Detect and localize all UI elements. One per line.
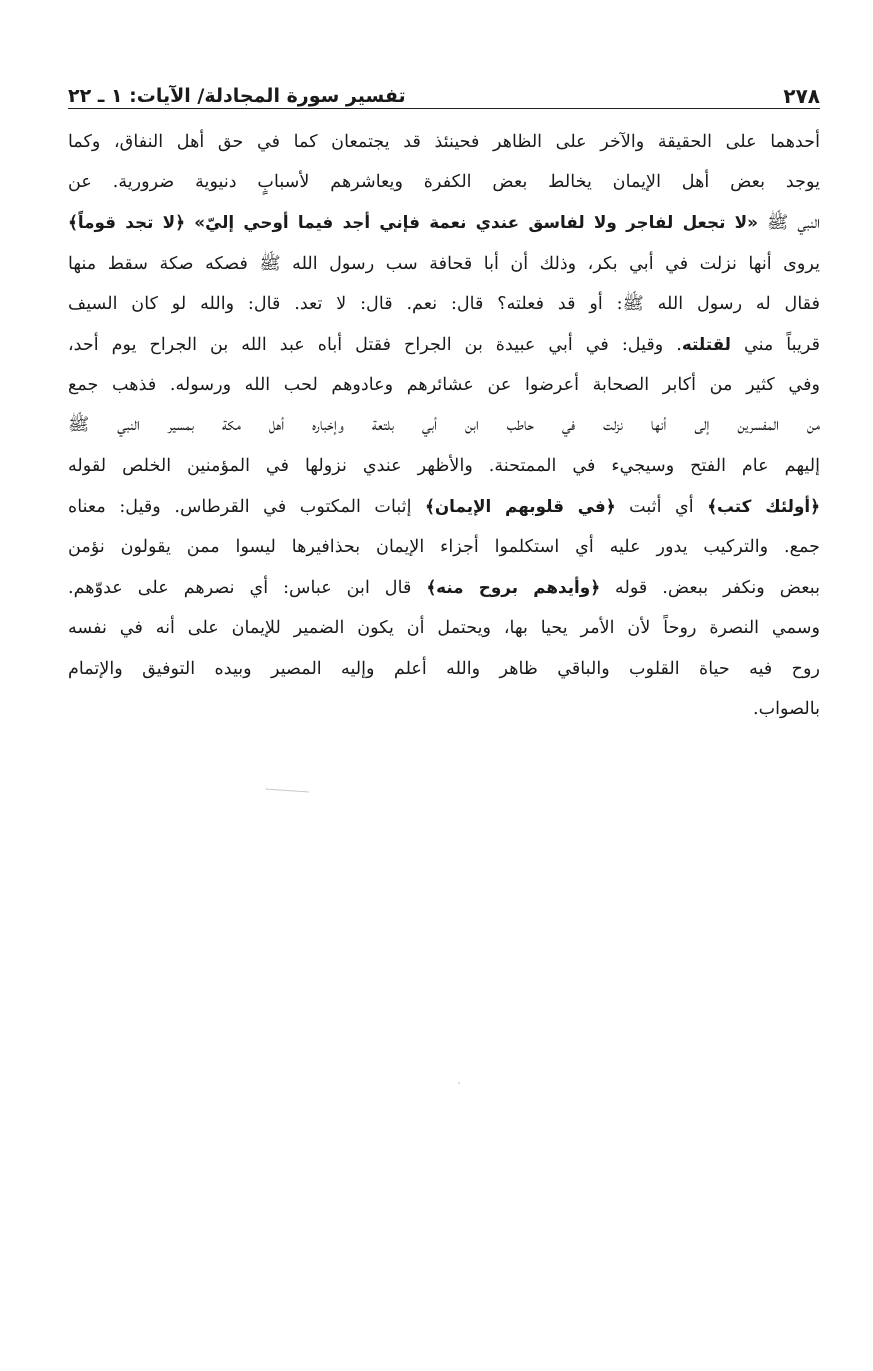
text-run: قال ابن عباس: أي نصرهم على عدوّهم. bbox=[68, 578, 427, 599]
quran-quote: ﴿وأيدهم بروح منه﴾ bbox=[426, 577, 601, 598]
text-line: يوجد بعض أهل الإيمان يخالط بعض الكفرة ويعاشرهم لأسبابٍ دنيوية ضرورية. عن bbox=[68, 172, 820, 193]
running-title: تفسير سورة المجادلة/ الآيات: ١ ـ ٢٢ bbox=[68, 85, 406, 107]
text-line bbox=[68, 202, 820, 243]
text-line: روح فيه حياة القلوب والباقي ظاهر والله أعلم وإليه المصير وبيده التوفيق والإتمام bbox=[68, 658, 820, 679]
text-line: أحدهما على الحقيقة والآخر على الظاهر فحينئذ قد يجتمعان كما في حق أهل النفاق، وكما bbox=[68, 132, 820, 152]
quran-quote: ﴿أولئك كتب﴾ bbox=[707, 495, 820, 516]
text-run: النبي ﷺ bbox=[758, 213, 820, 234]
text-line bbox=[68, 486, 820, 527]
quran-quote: ﴿في قلوبهم الإيمان﴾ bbox=[425, 495, 616, 516]
body-paragraph bbox=[68, 122, 820, 729]
text-run: إثبات المكتوب في القرطاس. وقيل: معناه bbox=[68, 496, 425, 517]
text-run: . وقيل: في أبي عبيدة بن الجراح فقتل أباه عبد الله بن الجراح يوم أحد، bbox=[68, 335, 682, 356]
text-line bbox=[68, 324, 820, 365]
text-line: من المفسرين إلى أنها نزلت في حاطب ابن أبي بلتعة وإخباره أهل مكة بمسير النبي ﷺ bbox=[68, 415, 820, 436]
header-divider bbox=[68, 108, 820, 109]
quoted-text: «لا تجعل لفاجر ولا لفاسق عندي نعمة فإني أجد فيما أوحي إليّ» ﴿لا تجد قوماً﴾ bbox=[68, 212, 759, 233]
text-line: يروى أنها نزلت في أبي بكر، وذلك أن أبا قحافة سب رسول الله ﷺ فصكه صكة سقط منها bbox=[68, 253, 820, 274]
text-run: أي أثبت bbox=[615, 496, 708, 517]
text-line: جمع. والتركيب يدور عليه أي استكلموا أجزاء الإيمان بحذافيرها ليسوا ممن يقولون نؤمن bbox=[68, 537, 820, 558]
text-line: وسمي النصرة روحاً لأن الأمر يحيا بها، ويحتمل أن يكون الضمير للإيمان على أنه في نفسه bbox=[68, 618, 820, 639]
text-line: بالصواب. bbox=[752, 698, 820, 719]
scan-artifact bbox=[265, 788, 309, 792]
text-line: فقال له رسول الله ﷺ: أو قد فعلته؟ قال: نعم. قال: لا تعد. قال: والله لو كان السيف bbox=[68, 293, 820, 314]
quoted-text: لقتلته bbox=[681, 334, 731, 355]
page-number: ٢٧٨ bbox=[783, 84, 820, 108]
text-line bbox=[68, 567, 820, 608]
text-run: ببعض ونكفر ببعض. قوله bbox=[600, 578, 820, 599]
page-header bbox=[68, 72, 820, 106]
text-run: قريباً مني bbox=[730, 335, 820, 356]
scan-artifact bbox=[458, 1082, 460, 1084]
text-line: وفي كثير من أكابر الصحابة أعرضوا عن عشائرهم وعادوهم لحب الله ورسوله. فذهب جمع bbox=[68, 375, 820, 396]
text-line: إليهم عام الفتح وسيجيء في الممتحنة. والأظهر عندي نزولها في المؤمنين الخلص لقوله bbox=[68, 455, 820, 476]
